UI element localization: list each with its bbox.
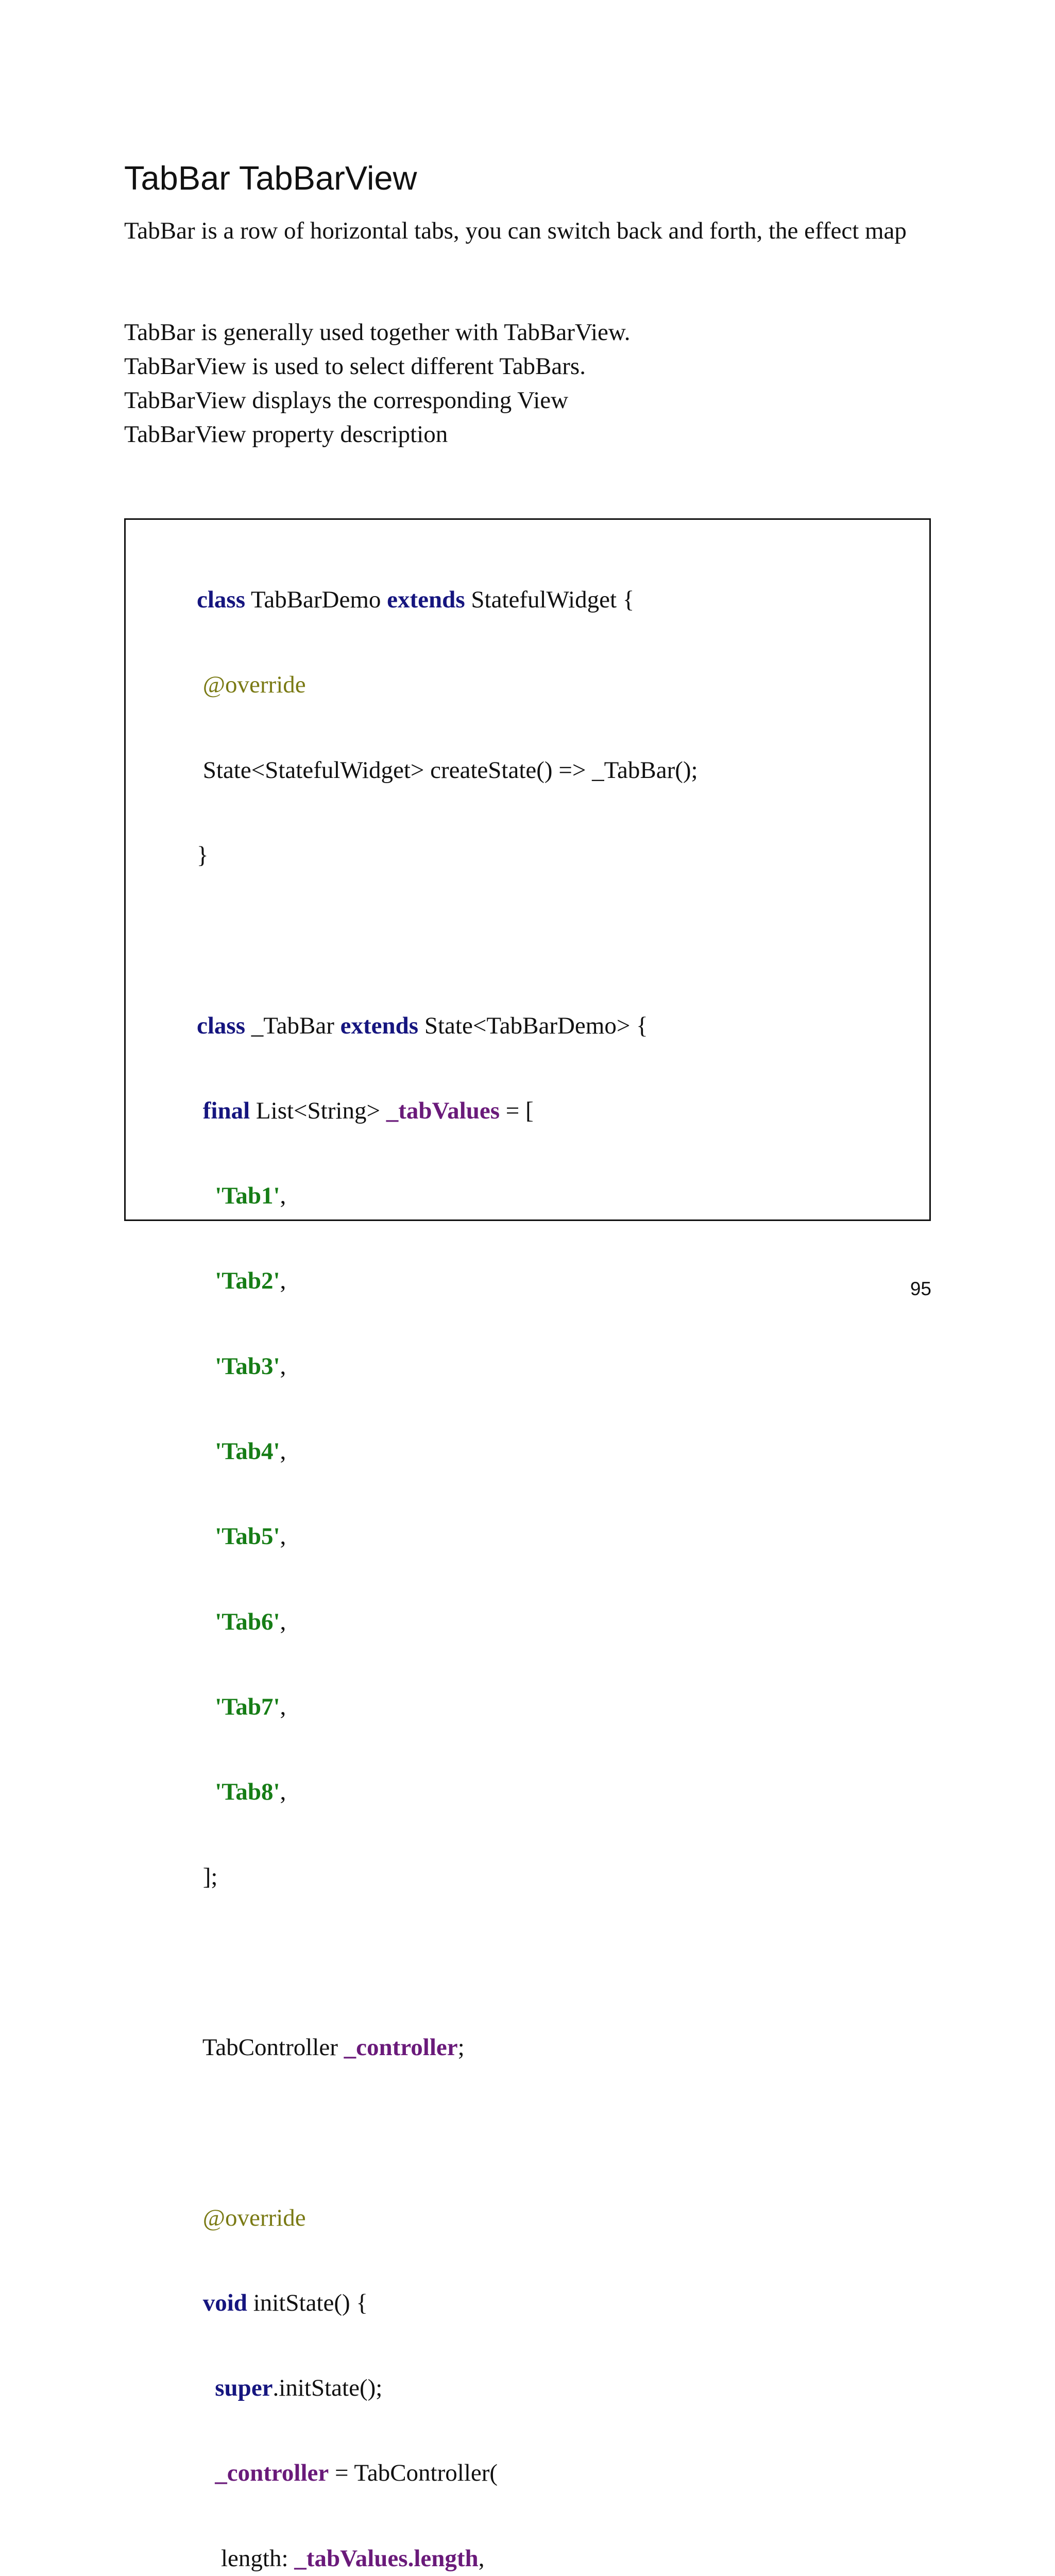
code-text: } bbox=[197, 842, 209, 869]
code-string: 'Tab6' bbox=[215, 1608, 280, 1635]
code-field: .length bbox=[407, 2545, 479, 2572]
code-keyword: extends bbox=[340, 1012, 419, 1039]
code-text: ]; bbox=[197, 1863, 218, 1891]
description-line: TabBar is generally used together with TabBarView. bbox=[124, 319, 631, 346]
code-line: 'Tab3', bbox=[215, 1352, 286, 1380]
code-string: 'Tab5' bbox=[215, 1523, 280, 1550]
code-text: State<StatefulWidget> createState() => _TabBar(); bbox=[197, 756, 698, 784]
code-text: = [ bbox=[500, 1097, 534, 1124]
code-line bbox=[197, 671, 698, 699]
code-line bbox=[197, 1863, 698, 1891]
code-line: 'Tab2', bbox=[215, 1267, 286, 1295]
code-text: , bbox=[478, 2545, 485, 2572]
code-line: 'Tab1', bbox=[215, 1182, 286, 1210]
code-text: _TabBar bbox=[245, 1012, 341, 1039]
code-line bbox=[197, 1097, 698, 1125]
code-field: _tabValues bbox=[386, 1097, 500, 1124]
code-keyword: void bbox=[202, 2289, 247, 2316]
code-line bbox=[197, 2545, 698, 2573]
code-keyword: super bbox=[215, 2375, 273, 2402]
code-line bbox=[197, 2374, 698, 2402]
code-line bbox=[197, 586, 698, 614]
code-listing bbox=[197, 529, 698, 2576]
code-string: 'Tab2' bbox=[215, 1267, 280, 1295]
code-keyword: extends bbox=[387, 586, 465, 614]
code-text: .initState(); bbox=[273, 2375, 383, 2402]
code-text: TabBarDemo bbox=[245, 586, 387, 614]
code-line bbox=[197, 2459, 698, 2487]
intro-paragraph: TabBar is a row of horizontal tabs, you can switch back and forth, the effect map bbox=[124, 217, 907, 244]
code-text: State<TabBarDemo> { bbox=[418, 1012, 648, 1039]
code-text: = TabController( bbox=[329, 2460, 498, 2487]
code-string: 'Tab8' bbox=[215, 1778, 280, 1806]
code-line bbox=[197, 841, 698, 870]
code-string: 'Tab7' bbox=[215, 1693, 280, 1720]
code-text: length: bbox=[197, 2545, 295, 2572]
description-line: TabBarView property description bbox=[124, 421, 448, 448]
code-line: 'Tab7', bbox=[215, 1693, 286, 1720]
code-keyword: final bbox=[202, 1097, 250, 1124]
page-number: 95 bbox=[910, 1278, 931, 1299]
description-paragraph bbox=[124, 315, 948, 451]
code-annotation: @override bbox=[202, 2204, 306, 2231]
code-field: _controller bbox=[215, 2460, 329, 2487]
code-text: initState() { bbox=[247, 2289, 368, 2316]
code-text: TabController bbox=[197, 2033, 344, 2061]
code-keyword: class bbox=[197, 1012, 245, 1039]
code-annotation: @override bbox=[202, 671, 306, 699]
code-line-blank bbox=[197, 1948, 698, 1977]
code-string: 'Tab4' bbox=[215, 1438, 280, 1465]
code-field: _tabValues bbox=[294, 2545, 408, 2572]
code-line: 'Tab4', bbox=[215, 1438, 286, 1465]
code-line bbox=[197, 1012, 698, 1040]
code-field: _controller bbox=[344, 2033, 458, 2061]
code-line-blank bbox=[197, 926, 698, 955]
code-text: StatefulWidget { bbox=[465, 586, 635, 614]
code-keyword: class bbox=[197, 586, 245, 614]
section-title: TabBar TabBarView bbox=[124, 159, 417, 197]
code-line bbox=[197, 756, 698, 785]
code-string: 'Tab1' bbox=[215, 1182, 280, 1210]
code-text: List<String> bbox=[250, 1097, 386, 1124]
code-string: 'Tab3' bbox=[215, 1352, 280, 1380]
code-line bbox=[197, 2289, 698, 2317]
description-line: TabBarView displays the corresponding View bbox=[124, 387, 569, 414]
code-line bbox=[197, 2204, 698, 2232]
code-line: 'Tab8', bbox=[215, 1778, 286, 1806]
code-line: 'Tab5', bbox=[215, 1523, 286, 1550]
code-line bbox=[197, 2033, 698, 2062]
code-line-blank bbox=[197, 2119, 698, 2147]
code-line: 'Tab6', bbox=[215, 1608, 286, 1635]
description-line: TabBarView is used to select different TabBars. bbox=[124, 353, 586, 380]
code-text: ; bbox=[457, 2033, 465, 2061]
